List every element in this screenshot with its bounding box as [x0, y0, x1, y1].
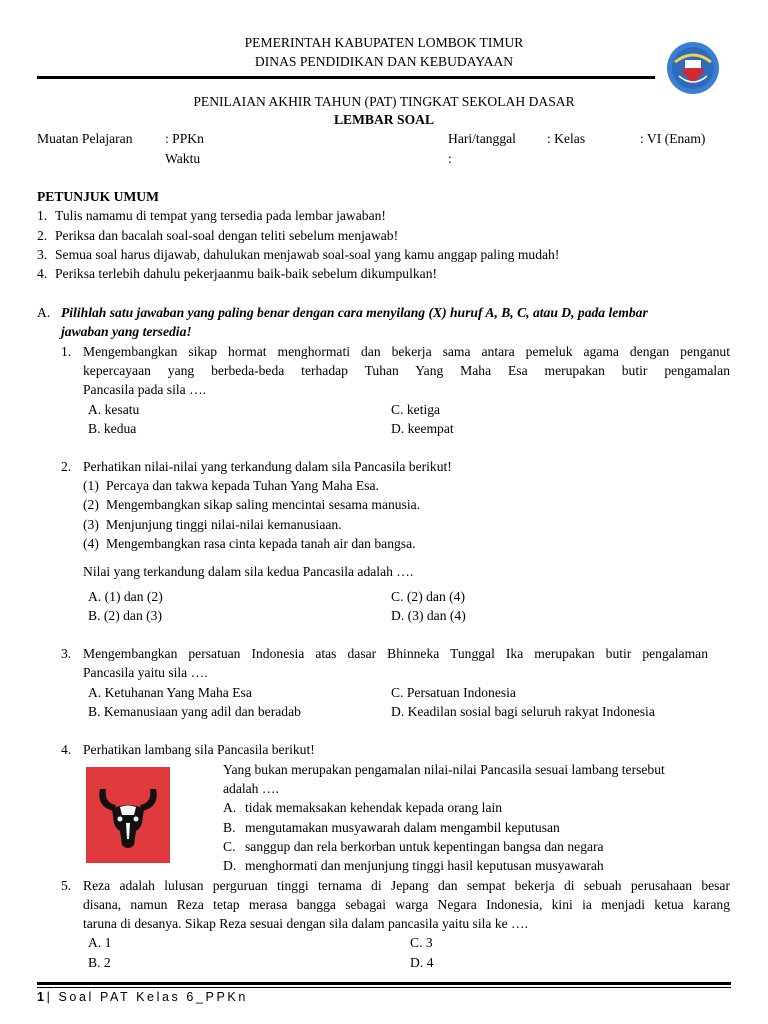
answer-option-c[interactable]: C. Persatuan Indonesia	[391, 685, 516, 700]
statement-text: Mengembangkan rasa cinta kepada tanah air dan bangsa.	[106, 536, 416, 551]
question-text: Reza adalah lulusan perguruan tinggi ternama di Jepang dan sempat bekerja di sebuah perusahaan besar	[83, 878, 730, 893]
question-text: Nilai yang terkandung dalam sila kedua Pancasila adalah ….	[83, 564, 414, 579]
answer-option-a[interactable]: A. kesatu	[88, 402, 140, 417]
waktu-label: Waktu	[165, 151, 201, 166]
answer-option-b[interactable]: mengutamakan musyawarah dalam mengambil keputusan	[245, 820, 560, 835]
question-text: taruna di desanya. Sikap Reza sesuai dengan sila dalam pancasila yaitu sila ke ….	[83, 916, 529, 931]
question-text: Mengembangkan persatuan Indonesia atas dasar Bhinneka Tunggal Ika merupakan butir pengalaman	[83, 646, 708, 661]
page-number: 1	[37, 990, 47, 1004]
petunjuk-text: Periksa terlebih dahulu pekerjaanmu baik-baik sebelum dikumpulkan!	[55, 266, 438, 281]
statement-text: Mengembangkan sikap saling mencintai sesama manusia.	[106, 497, 421, 512]
kelas-label: : Kelas	[547, 131, 586, 146]
answer-option-d[interactable]: menghormati dan menjunjung tinggi hasil keputusan musyawarah	[245, 858, 604, 873]
section-a-instruction: Pilihlah satu jawaban yang paling benar dengan cara menyilang (X) huruf A, B, C, atau D, pada lembar	[61, 305, 648, 320]
hari-colon: :	[448, 151, 452, 166]
answer-option-d[interactable]: D. 4	[410, 955, 434, 970]
petunjuk-num: 3.	[37, 247, 48, 262]
answer-option-d[interactable]: D. keempat	[391, 421, 454, 436]
answer-option-c[interactable]: C. (2) dan (4)	[391, 589, 465, 604]
header-line-2: DINAS PENDIDIKAN DAN KEBUDAYAAN	[254, 54, 514, 69]
answer-option-b[interactable]: B. kedua	[88, 421, 137, 436]
question-text: Pancasila yaitu sila ….	[83, 665, 208, 680]
answer-option-c[interactable]: sanggup dan rela berkorban untuk kepentingan bangsa dan negara	[245, 839, 604, 854]
footer-rule-thin	[37, 987, 731, 988]
petunjuk-num: 1.	[37, 208, 48, 223]
footer-rule-thick	[37, 982, 731, 985]
answer-option-a[interactable]: A. 1	[88, 935, 112, 950]
answer-option-b[interactable]: B. Kemanusiaan yang adil dan beradab	[88, 704, 301, 719]
answer-option-b[interactable]: B. 2	[88, 955, 111, 970]
petunjuk-text: Semua soal harus dijawab, dahulukan menjawab soal-soal yang kamu anggap paling mudah!	[55, 247, 560, 262]
exam-title: PENILAIAN AKHIR TAHUN (PAT) TINGKAT SEKOLAH DASAR	[193, 94, 575, 109]
statement-text: Menjunjung tinggi nilai-nilai kemanusiaan.	[106, 517, 342, 532]
question-number: 3.	[61, 646, 72, 661]
kelas-value: : VI (Enam)	[640, 131, 706, 146]
question-text: disana, namun Reza tetap merasa bangga sebagai warga Negara Indonesia, kini ia menjadi ketua karang	[83, 897, 730, 912]
tut-wuri-handayani-logo	[661, 40, 725, 96]
footer	[37, 990, 248, 1005]
answer-option-b[interactable]: B. (2) dan (3)	[88, 608, 162, 623]
petunjuk-text: Periksa dan bacalah soal-soal dengan teliti sebelum menjawab!	[55, 228, 399, 243]
question-number: 2.	[61, 459, 72, 474]
option-letter: A.	[223, 800, 237, 815]
question-text: Pancasila pada sila ….	[83, 382, 207, 397]
section-a-instruction-cont: jawaban yang tersedia!	[61, 324, 192, 339]
statement-num: (4)	[83, 536, 99, 551]
section-a-letter: A.	[37, 305, 51, 320]
header-line-1: PEMERINTAH KABUPATEN LOMBOK TIMUR	[244, 35, 524, 50]
question-text: Perhatikan lambang sila Pancasila berikut!	[83, 742, 315, 757]
question-text: adalah ….	[223, 781, 279, 796]
question-text: Perhatikan nilai-nilai yang terkandung dalam sila Pancasila berikut!	[83, 459, 452, 474]
answer-option-a[interactable]: tidak memaksakan kehendak kepada orang lain	[245, 800, 503, 815]
petunjuk-text: Tulis namamu di tempat yang tersedia pada lembar jawaban!	[55, 208, 386, 223]
statement-text: Percaya dan takwa kepada Tuhan Yang Maha Esa.	[106, 478, 379, 493]
question-text: Mengembangkan sikap hormat menghormati dan bekerja sama antara pemeluk agama dengan penganut	[83, 344, 730, 359]
answer-option-a[interactable]: A. (1) dan (2)	[88, 589, 163, 604]
option-letter: B.	[223, 820, 236, 835]
option-letter: D.	[223, 858, 237, 873]
footer-text: | Soal PAT Kelas 6_PPKn	[46, 990, 248, 1004]
statement-num: (2)	[83, 497, 99, 512]
hari-label: Hari/tanggal	[448, 131, 516, 146]
answer-option-a[interactable]: A. Ketuhanan Yang Maha Esa	[88, 685, 252, 700]
statement-num: (1)	[83, 478, 99, 493]
exam-subtitle: LEMBAR SOAL	[333, 112, 435, 127]
muatan-value: : PPKn	[165, 131, 204, 146]
answer-option-c[interactable]: C. ketiga	[391, 402, 441, 417]
question-text: Yang bukan merupakan pengamalan nilai-nilai Pancasila sesuai lambang tersebut	[223, 762, 665, 777]
muatan-label: Muatan Pelajaran	[37, 131, 133, 146]
question-number: 5.	[61, 878, 72, 893]
petunjuk-heading: PETUNJUK UMUM	[37, 189, 159, 204]
header-rule	[37, 76, 655, 79]
question-number: 1.	[61, 344, 72, 359]
petunjuk-num: 4.	[37, 266, 48, 281]
question-number: 4.	[61, 742, 72, 757]
answer-option-c[interactable]: C. 3	[410, 935, 433, 950]
answer-option-d[interactable]: D. (3) dan (4)	[391, 608, 466, 623]
answer-option-d[interactable]: D. Keadilan sosial bagi seluruh rakyat Indonesia	[391, 704, 655, 719]
option-letter: C.	[223, 839, 236, 854]
bull-head-emblem	[86, 767, 170, 863]
petunjuk-num: 2.	[37, 228, 48, 243]
statement-num: (3)	[83, 517, 99, 532]
question-text: kepercayaan yang berbeda-beda terhadap Tuhan Yang Maha Esa merupakan butir pengamalan	[83, 363, 730, 378]
